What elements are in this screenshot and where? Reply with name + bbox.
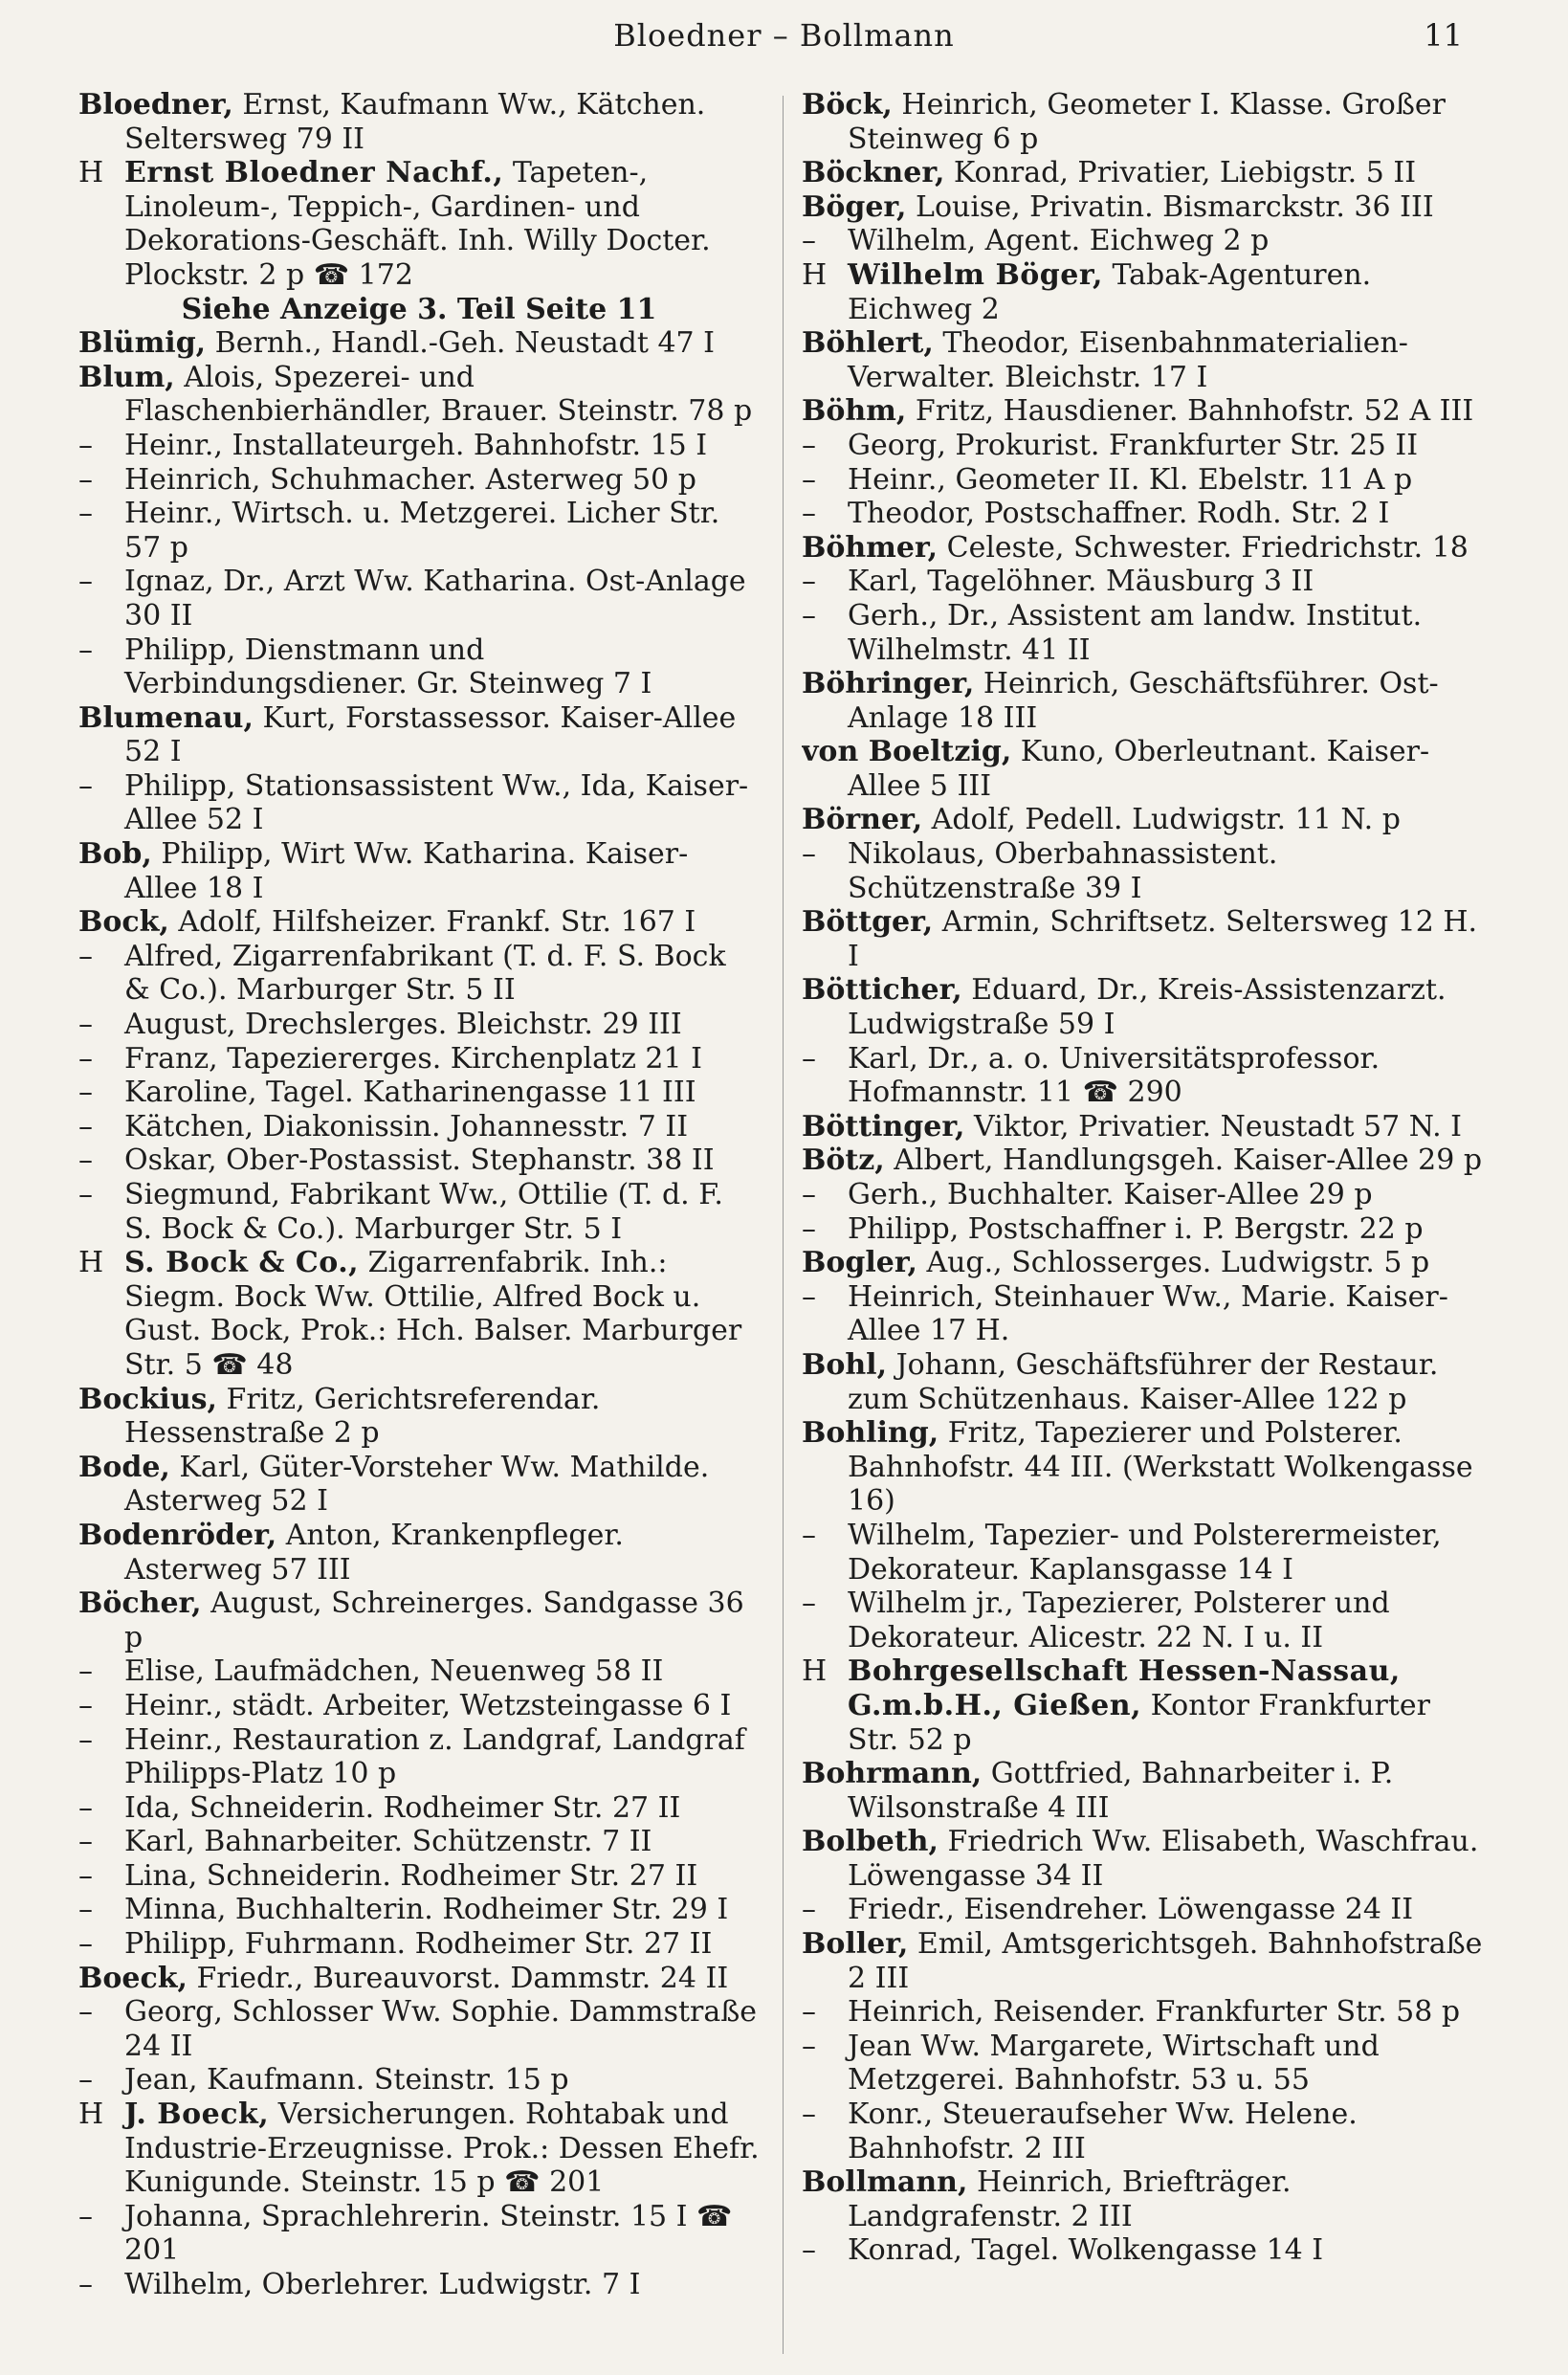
entry-details: Albert, Handlungsgeh. Kaiser-Allee 29 p: [884, 1143, 1483, 1178]
directory-entry: [78, 1451, 760, 1519]
sub-entry: [802, 1893, 1483, 1927]
continuation-dash: –: [78, 768, 93, 803]
entry-surname: Böhringer,: [802, 667, 975, 701]
entry-details: Alfred, Zigarrenfabrikant (T. d. F. S. Bock & Co.). Marburger Str. 5 II: [124, 939, 726, 1008]
continuation-dash: –: [802, 1211, 816, 1246]
sub-entry: [78, 1859, 760, 1894]
entry-surname: Boeck,: [78, 1961, 188, 1995]
sub-entry: [802, 565, 1483, 599]
continuation-dash: –: [78, 1109, 93, 1143]
continuation-dash: –: [78, 939, 93, 973]
continuation-dash: –: [78, 1893, 93, 1927]
entry-surname: S. Bock & Co.,: [124, 1246, 360, 1280]
directory-entry: [78, 326, 760, 361]
entry-details: Heinr., städt. Arbeiter, Wetzsteingasse 6 I: [124, 1688, 732, 1722]
continuation-dash: –: [802, 1041, 816, 1076]
firm-entry: [78, 1246, 760, 1382]
entry-surname: Bohling,: [802, 1416, 939, 1451]
entry-surname: Börner,: [802, 803, 923, 837]
sub-entry: [78, 940, 760, 1008]
entry-details: Viktor, Privatier. Neustadt 57 N. I: [964, 1109, 1463, 1143]
entry-details: Adolf, Pedell. Ludwigstr. 11 N. p: [922, 803, 1401, 837]
entry-details: Louise, Privatin. Bismarckstr. 36 III: [906, 189, 1434, 224]
entry-surname: Bloedner,: [78, 88, 233, 122]
entry-details: Kuno, Oberleutnant. Kaiser-Allee 5 III: [848, 735, 1430, 803]
continuation-dash: –: [78, 1008, 93, 1042]
entry-surname: J. Boeck,: [124, 2098, 270, 2132]
directory-entry: [802, 1110, 1483, 1144]
sub-entry: [78, 1076, 760, 1110]
sub-entry: [802, 1280, 1483, 1348]
entry-surname: Bockius,: [78, 1382, 217, 1416]
firm-entry: [802, 1654, 1483, 1757]
directory-entry: [78, 1383, 760, 1451]
sub-entry: [78, 497, 760, 565]
sub-entry: [78, 565, 760, 633]
directory-entry: [802, 667, 1483, 735]
directory-entry: [802, 156, 1483, 190]
entry-details: Elise, Laufmädchen, Neuenweg 58 II: [124, 1654, 664, 1689]
entry-details: Tabak-Agenturen. Eichweg 2: [848, 257, 1372, 326]
entry-details: Friedr., Bureauvorst. Dammstr. 24 II: [187, 1961, 729, 1995]
continuation-dash: –: [78, 1858, 93, 1893]
firm-marker: H: [802, 257, 828, 292]
continuation-dash: –: [78, 1076, 93, 1110]
entry-surname: Bötz,: [802, 1143, 885, 1178]
entry-surname: Bogler,: [802, 1246, 917, 1280]
entry-surname: Bötticher,: [802, 973, 962, 1008]
entry-details: Heinr., Installateurgeh. Bahnhofstr. 15 I: [124, 428, 708, 462]
entry-details: Wilhelm, Oberlehrer. Ludwigstr. 7 I: [124, 2268, 641, 2301]
entry-details: Bernh., Handl.-Geh. Neustadt 47 I: [206, 326, 716, 361]
entry-details: Fritz, Hausdiener. Bahnhofstr. 52 A III: [906, 394, 1474, 429]
sub-entry: [802, 837, 1483, 905]
right-column: [802, 88, 1483, 2356]
directory-entry: [802, 394, 1483, 429]
continuation-dash: –: [78, 565, 93, 599]
cross-reference: Siehe Anzeige 3. Teil Seite 11: [181, 292, 657, 326]
entry-details: Tapeten-, Linoleum-, Teppich-, Gardinen- und Dekorations-Geschäft. Inh. Willy Docter. Plockstr. 2 p ☎ 172: [124, 156, 711, 292]
entry-details: Gerh., Buchhalter. Kaiser-Allee 29 p: [848, 1178, 1373, 1211]
sub-entry: [802, 1042, 1483, 1110]
continuation-dash: –: [78, 1688, 93, 1722]
entry-details: Lina, Schneiderin. Rodheimer Str. 27 II: [124, 1858, 698, 1893]
continuation-dash: –: [78, 1178, 93, 1211]
entry-details: Franz, Tapeziererges. Kirchenplatz 21 I: [124, 1041, 702, 1076]
directory-entry: [78, 1587, 760, 1654]
sub-entry: [802, 2098, 1483, 2165]
entry-details: Philipp, Fuhrmann. Rodheimer Str. 27 II: [124, 1927, 713, 1962]
entry-details: Philipp, Stationsassistent Ww., Ida, Kaiser-Allee 52 I: [124, 768, 749, 837]
entry-details: Emil, Amtsgerichtsgeh. Bahnhofstraße 2 III: [848, 1927, 1483, 1995]
firm-marker: H: [78, 156, 104, 190]
entry-details: Armin, Schriftsetz. Seltersweg 12 H. I: [848, 905, 1478, 973]
entry-details: Georg, Schlosser Ww. Sophie. Dammstraße 24 II: [124, 1995, 758, 2063]
left-column: [78, 88, 760, 2356]
directory-entry: [78, 837, 760, 905]
sub-entry: [78, 1008, 760, 1042]
sub-entry: [802, 1995, 1483, 2030]
entry-details: Celeste, Schwester. Friedrichstr. 18: [938, 530, 1469, 565]
entry-surname: Böttinger,: [802, 1109, 965, 1143]
sub-entry: [78, 463, 760, 498]
entry-details: Fritz, Gerichtsreferendar. Hessenstraße 2 p: [124, 1382, 601, 1451]
sub-entry: [78, 1178, 760, 1246]
directory-entry: [78, 361, 760, 429]
column-divider: [783, 96, 784, 2354]
entry-surname: Bode,: [78, 1450, 170, 1484]
continuation-dash: –: [78, 497, 93, 531]
sub-entry: [78, 2063, 760, 2098]
entry-surname: Böhlert,: [802, 326, 934, 361]
entry-details: Friedrich Ww. Elisabeth, Waschfrau. Löwengasse 34 II: [848, 1825, 1479, 1893]
page-number: 11: [1424, 17, 1463, 54]
entry-details: Ernst, Kaufmann Ww., Kätchen. Seltersweg 79 II: [124, 88, 706, 156]
sub-entry: [78, 1042, 760, 1077]
entry-surname: Wilhelm Böger,: [848, 257, 1103, 292]
entry-details: Heinrich, Schuhmacher. Asterweg 50 p: [124, 462, 696, 497]
entry-surname: Bodenröder,: [78, 1518, 277, 1552]
directory-entry: [802, 1348, 1483, 1416]
entry-details: Heinr., Geometer II. Kl. Ebelstr. 11 A p: [848, 462, 1413, 497]
sub-entry: [78, 1723, 760, 1791]
continuation-dash: –: [802, 1893, 816, 1927]
sub-entry: [802, 224, 1483, 258]
sub-entry: [78, 1825, 760, 1859]
sub-entry: [802, 2030, 1483, 2098]
directory-entry: [802, 326, 1483, 394]
entry-surname: Bolbeth,: [802, 1825, 939, 1859]
entry-details: Johanna, Sprachlehrerin. Steinstr. 15 I ☎ 201: [124, 2199, 733, 2268]
entry-details: Konr., Steueraufseher Ww. Helene. Bahnhofstr. 2 III: [848, 2098, 1358, 2165]
sub-entry: [802, 2233, 1483, 2268]
continuation-dash: –: [802, 565, 816, 599]
firm-marker: H: [802, 1654, 828, 1689]
entry-details: Heinr., Restauration z. Landgraf, Landgraf Philipps-Platz 10 p: [124, 1722, 745, 1791]
entry-details: Heinr., Wirtsch. u. Metzgerei. Licher Str. 57 p: [124, 497, 720, 565]
sub-entry: [802, 497, 1483, 531]
continuation-dash: –: [802, 837, 816, 872]
sub-entry: [802, 1178, 1483, 1212]
directory-entry: [78, 1519, 760, 1587]
directory-entry: [802, 735, 1483, 803]
continuation-dash: –: [802, 1518, 816, 1552]
sub-entry: [802, 599, 1483, 667]
entry-surname: Böhm,: [802, 394, 907, 429]
continuation-dash: –: [78, 428, 93, 462]
entry-details: August, Drechslerges. Bleichstr. 29 III: [124, 1008, 682, 1042]
directory-entry: [802, 1757, 1483, 1825]
entry-surname: Bock,: [78, 905, 169, 940]
continuation-dash: –: [78, 1143, 93, 1178]
entry-surname: Boller,: [802, 1927, 909, 1962]
directory-entry: [802, 2165, 1483, 2233]
entry-details: Wilhelm, Tapezier- und Polsterermeister, Dekorateur. Kaplansgasse 14 I: [848, 1518, 1442, 1587]
sub-entry: [78, 429, 760, 463]
directory-entry: [802, 1416, 1483, 1519]
continuation-dash: –: [78, 1722, 93, 1757]
sub-entry: [78, 1893, 760, 1927]
entry-details: Philipp, Wirt Ww. Katharina. Kaiser-Allee 18 I: [124, 837, 689, 905]
continuation-dash: –: [802, 1178, 816, 1211]
entry-details: Gerh., Dr., Assistent am landw. Institut. Wilhelmstr. 41 II: [848, 598, 1423, 667]
sub-entry: [78, 1654, 760, 1689]
continuation-dash: –: [78, 2268, 93, 2301]
entry-surname: Böttger,: [802, 905, 934, 940]
continuation-dash: –: [802, 598, 816, 633]
entry-surname: Bohl,: [802, 1347, 888, 1382]
entry-surname: Böckner,: [802, 156, 945, 190]
entry-details: Heinrich, Briefträger. Landgrafenstr. 2 III: [848, 2165, 1292, 2233]
sub-entry: [78, 633, 760, 701]
directory-entry: [802, 531, 1483, 566]
entry-details: Gottfried, Bahnarbeiter i. P. Wilsonstraße 4 III: [848, 1757, 1394, 1825]
sub-entry: [78, 1143, 760, 1178]
directory-entry: [78, 905, 760, 940]
entry-surname: Bob,: [78, 837, 152, 872]
directory-entry: [802, 1143, 1483, 1178]
firm-marker: H: [78, 2098, 104, 2132]
sub-entry: [78, 1791, 760, 1826]
entry-details: Zigarrenfabrik. Inh.: Siegm. Bock Ww. Ottilie, Alfred Bock u. Gust. Bock, Prok.: Hch. Balser. Marburger Str. 5 ☎ 48: [124, 1246, 742, 1382]
entry-details: Nikolaus, Oberbahnassistent. Schützenstraße 39 I: [848, 837, 1278, 905]
entry-details: Wilhelm jr., Tapezierer, Polsterer und Dekorateur. Alicestr. 22 N. I u. II: [848, 1587, 1390, 1654]
entry-surname: Ernst Bloedner Nachf.,: [124, 156, 504, 190]
continuation-dash: –: [802, 2233, 816, 2268]
sub-entry: [802, 429, 1483, 463]
entry-surname: von Boeltzig,: [802, 735, 1012, 769]
firm-entry: [802, 258, 1483, 326]
entry-details: Karoline, Tagel. Katharinengasse 11 III: [124, 1076, 696, 1110]
entry-details: Theodor, Eisenbahnmaterialien-Verwalter. Bleichstr. 17 I: [848, 326, 1408, 394]
entry-details: Friedr., Eisendreher. Löwengasse 24 II: [848, 1893, 1414, 1927]
continuation-dash: –: [802, 2098, 816, 2132]
sub-entry: [802, 1587, 1483, 1654]
entry-surname: Böger,: [802, 189, 907, 224]
entry-details: Wilhelm, Agent. Eichweg 2 p: [848, 224, 1270, 258]
directory-entry: [802, 1246, 1483, 1280]
directory-entry: [802, 88, 1483, 156]
entry-details: Adolf, Hilfsheizer. Frankf. Str. 167 I: [168, 905, 696, 940]
entry-details: Georg, Prokurist. Frankfurter Str. 25 II: [848, 428, 1419, 462]
entry-details: Jean Ww. Margarete, Wirtschaft und Metzgerei. Bahnhofstr. 53 u. 55: [848, 2029, 1380, 2098]
entry-surname: Blumenau,: [78, 700, 254, 735]
entry-details: Anton, Krankenpfleger. Asterweg 57 III: [124, 1518, 624, 1587]
entry-details: Philipp, Postschaffner i. P. Bergstr. 22 p: [848, 1211, 1424, 1246]
continuation-dash: –: [78, 2063, 93, 2098]
entry-details: Kontor Frankfurter Str. 52 p: [848, 1688, 1431, 1757]
entry-details: Heinrich, Geometer I. Klasse. Großer Steinweg 6 p: [848, 88, 1446, 156]
entry-details: Ida, Schneiderin. Rodheimer Str. 27 II: [124, 1790, 681, 1825]
directory-entry: [802, 1927, 1483, 1995]
continuation-dash: –: [802, 1279, 816, 1314]
entry-details: Versicherungen. Rohtabak und Industrie-Erzeugnisse. Prok.: Dessen Ehefr. Kunigunde. Steinstr. 15 p ☎ 201: [124, 2098, 760, 2200]
continuation-dash: –: [802, 2029, 816, 2063]
entry-surname: Blümig,: [78, 326, 207, 361]
continuation-dash: –: [78, 1927, 93, 1962]
sub-entry: [78, 2268, 760, 2302]
page-header: [0, 17, 1568, 63]
continuation-dash: –: [78, 633, 93, 667]
entry-details: Kätchen, Diakonissin. Johannesstr. 7 II: [124, 1109, 689, 1143]
entry-details: Oskar, Ober-Postassist. Stephanstr. 38 II: [124, 1143, 715, 1178]
entry-surname: Bohrmann,: [802, 1757, 983, 1791]
entry-details: Heinrich, Reisender. Frankfurter Str. 58 p: [848, 1995, 1461, 2030]
sub-entry: [78, 1927, 760, 1962]
directory-entry: [78, 1962, 760, 1996]
continuation-dash: –: [78, 2199, 93, 2233]
firm-marker: H: [78, 1246, 104, 1280]
continuation-dash: –: [802, 497, 816, 531]
entry-details: Jean, Kaufmann. Steinstr. 15 p: [124, 2063, 569, 2098]
entry-details: Minna, Buchhalterin. Rodheimer Str. 29 I: [124, 1893, 729, 1927]
continuation-dash: –: [802, 224, 816, 258]
entry-details: Karl, Bahnarbeiter. Schützenstr. 7 II: [124, 1825, 652, 1859]
entry-details: Konrad, Privatier, Liebigstr. 5 II: [944, 156, 1417, 190]
entry-surname: Böck,: [802, 88, 893, 122]
entry-details: Johann, Geschäftsführer der Restaur. zum Schützenhaus. Kaiser-Allee 122 p: [848, 1347, 1439, 1416]
directory-entry: [802, 1825, 1483, 1893]
entry-details: Ignaz, Dr., Arzt Ww. Katharina. Ost-Anlage 30 II: [124, 565, 746, 633]
directory-entry: [802, 803, 1483, 837]
entry-surname: Böhmer,: [802, 530, 939, 565]
running-title: Bloedner – Bollmann: [613, 17, 955, 54]
sub-entry: [802, 463, 1483, 498]
sub-entry: [78, 1110, 760, 1144]
entry-surname: Bohrgesellschaft Hessen-Nassau, G.m.b.H., Gießen,: [848, 1654, 1401, 1722]
entry-surname: Böcher,: [78, 1587, 202, 1621]
sub-entry: [78, 769, 760, 837]
continuation-dash: –: [78, 1790, 93, 1825]
continuation-dash: –: [802, 1995, 816, 2030]
entry-surname: Blum,: [78, 360, 175, 394]
entry-details: Philipp, Dienstmann und Verbindungsdiener. Gr. Steinweg 7 I: [124, 633, 652, 701]
firm-entry: [78, 2098, 760, 2200]
firm-entry: [78, 156, 760, 292]
sub-entry: [78, 1995, 760, 2063]
continuation-dash: –: [78, 1825, 93, 1859]
continuation-dash: –: [78, 462, 93, 497]
directory-entry: [78, 88, 760, 156]
sub-entry: [78, 1689, 760, 1723]
entry-details: August, Schreinerges. Sandgasse 36 p: [124, 1587, 744, 1654]
entry-details: Karl, Tagelöhner. Mäusburg 3 II: [848, 565, 1314, 599]
entry-surname: Bollmann,: [802, 2165, 968, 2200]
sub-entry: [802, 1519, 1483, 1587]
directory-entry: [78, 701, 760, 769]
entry-details: Kurt, Forstassessor. Kaiser-Allee 52 I: [124, 700, 737, 769]
entry-details: Karl, Güter-Vorsteher Ww. Mathilde. Asterweg 52 I: [124, 1450, 710, 1519]
directory-entry: [802, 190, 1483, 225]
entry-details: Alois, Spezerei- und Flaschenbierhändler, Brauer. Steinstr. 78 p: [124, 360, 753, 429]
sub-entry: [802, 1212, 1483, 1247]
continuation-dash: –: [78, 1041, 93, 1076]
entry-details: Heinrich, Steinhauer Ww., Marie. Kaiser-Allee 17 H.: [848, 1279, 1448, 1348]
sub-entry: [78, 2200, 760, 2268]
continuation-dash: –: [802, 1587, 816, 1621]
continuation-dash: –: [78, 1654, 93, 1689]
entry-details: Heinrich, Geschäftsführer. Ost-Anlage 18 III: [848, 667, 1439, 735]
directory-entry: [802, 905, 1483, 973]
entry-details: Karl, Dr., a. o. Universitätsprofessor. Hofmannstr. 11 ☎ 290: [848, 1041, 1380, 1110]
continuation-dash: –: [802, 428, 816, 462]
entry-details: Fritz, Tapezierer und Polsterer. Bahnhofstr. 44 III. (Werkstatt Wolkengasse 16): [848, 1416, 1473, 1519]
directory-entry: [802, 973, 1483, 1041]
entry-details: Aug., Schlosserges. Ludwigstr. 5 p: [917, 1246, 1430, 1280]
continuation-dash: –: [802, 462, 816, 497]
entry-details: Eduard, Dr., Kreis-Assistenzarzt. Ludwigstraße 59 I: [848, 973, 1447, 1042]
continuation-dash: –: [78, 1995, 93, 2030]
entry-details: Konrad, Tagel. Wolkengasse 14 I: [848, 2233, 1324, 2268]
entry-details: Theodor, Postschaffner. Rodh. Str. 2 I: [848, 497, 1390, 531]
entry-details: Siegmund, Fabrikant Ww., Ottilie (T. d. F. S. Bock & Co.). Marburger Str. 5 I: [124, 1178, 723, 1246]
